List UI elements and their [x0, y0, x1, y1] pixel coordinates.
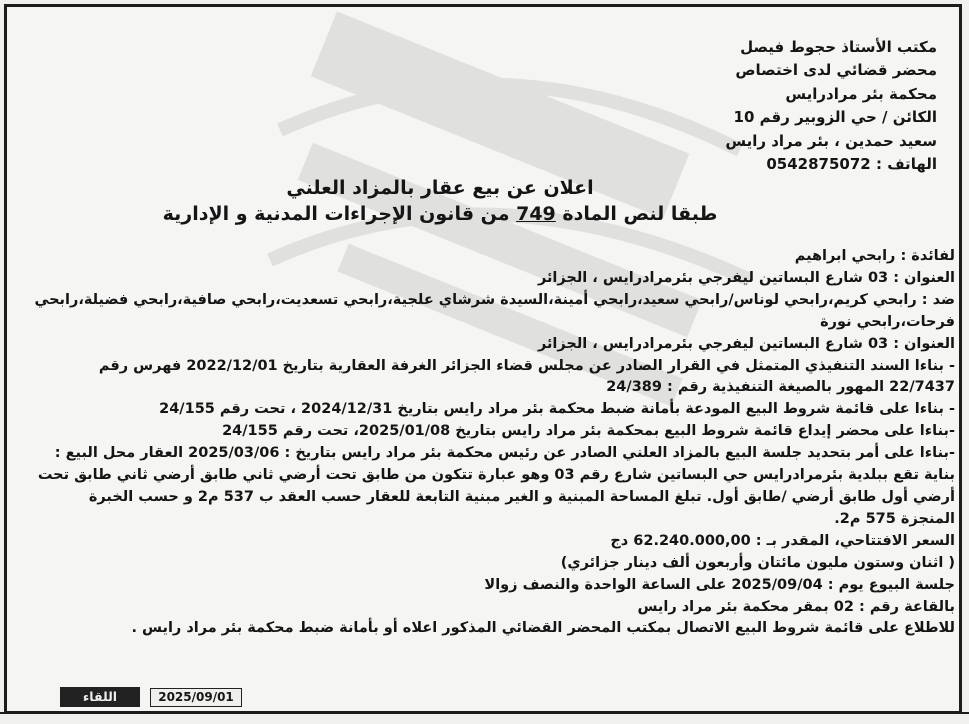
- starting-price: السعر الافتتاحي، المقدر بـ : 62.240.000,00 دج: [610, 532, 955, 549]
- auction-order-and-property: -بناءا على أمر بتحديد جلسة البيع بالمزاد العلني الصادر عن رئيس محكمة بئر مراد رايس بتاريخ : 2025/03/06 العقار محل البيع : بناية تقع ببلدية بئرمرادرايس حي البساتين شارع رقم 03 وهو عبارة تتكون من طابق تحت أرضي ثاني طابق أرضي ثاني طابق تحت أرضي أول طابق أرضي /طابق أول. تبلغ المساحة المبنية و الغير مبنية التابعة للعقار حسب العقد ب 537 م2 و حسب الخبرة المنجزة 575 م2.: [37, 445, 955, 527]
- header-line-address: الكائن / حي الزوبير رقم 10: [733, 108, 937, 127]
- beneficiary-address: العنوان : 03 شارع البساتين ليفرجي بئرمرادرايس ، الجزائر: [537, 269, 955, 286]
- auction-room: بالقاعة رقم : 02 بمقر محكمة بئر مراد رايس: [637, 598, 955, 615]
- defendants: ضد : رابحي كريم،رابحي لوناس/رابحي سعيد،رابحي أمينة،السيدة شرشاي علجية،رابحي تسعديت،رابحي صافية،رابحي فضيلة،رابحي فرحات،رابحي نورة: [34, 291, 955, 330]
- newspaper-name-badge: اللقاء: [60, 687, 140, 707]
- subtitle-article-number: 749: [516, 203, 556, 225]
- notice-body: [30, 246, 955, 640]
- subtitle-suffix: من قانون الإجراءات المدنية و الإدارية: [162, 203, 517, 225]
- header-line-phone: الهاتف : 0542875072: [766, 155, 937, 174]
- defendants-address: العنوان : 03 شارع البساتين ليفرجي بئرمرادرايس ، الجزائر: [537, 335, 955, 352]
- header-line-office: مكتب الأستاذ حجوط فيصل: [740, 38, 937, 56]
- deposit-report: -بناءا على محضر إيداع قائمة شروط البيع بمحكمة بئر مراد رايس بتاريخ 2025/01/08، تحت رقم 24/155: [222, 423, 955, 440]
- contact-instructions: للاطلاع على قائمة شروط البيع الاتصال بمكتب المحضر القضائي المذكور اعلاه أو بأمانة ضبط محكمة بئر مراد رايس .: [131, 620, 955, 637]
- header-line-role: محضر قضائي لدى اختصاص: [735, 61, 937, 80]
- auction-session: جلسة البيوع يوم : 2025/09/04 على الساعة الواحدة والنصف زوالا: [484, 576, 955, 593]
- publication-date: 2025/09/01: [150, 688, 242, 707]
- bailiff-office-header: [517, 36, 937, 176]
- header-line-city: سعيد حمدين ، بئر مراد رايس: [725, 131, 937, 150]
- notice-subtitle: [160, 203, 720, 225]
- starting-price-words: ( اثنان وستون مليون مائتان وأربعون ألف دينار جزائري): [560, 554, 955, 571]
- beneficiary: لفائدة : رابحي ابراهيم: [794, 248, 955, 264]
- conditions-list-deposit: - بناءا على قائمة شروط البيع المودعة بأمانة ضبط محكمة بئر مراد رايس بتاريخ 2024/12/31 ، تحت رقم 24/155: [159, 401, 955, 418]
- notice-title: اعلان عن بيع عقار بالمزاد العلني: [286, 177, 594, 199]
- header-line-court: محكمة بئر مرادرايس: [785, 84, 937, 103]
- subtitle-prefix: طبقا لنص المادة: [555, 203, 718, 225]
- enforcement-title: - بناءا السند التنفيذي المتمثل في القرار الصادر عن مجلس قضاء الجزائر الغرفة العقارية بتاريخ 2022/12/01 فهرس رقم 22/7437 المهور بالصيغة التنفيذية رقم : 24/389: [98, 357, 955, 396]
- bottom-divider: [0, 712, 969, 714]
